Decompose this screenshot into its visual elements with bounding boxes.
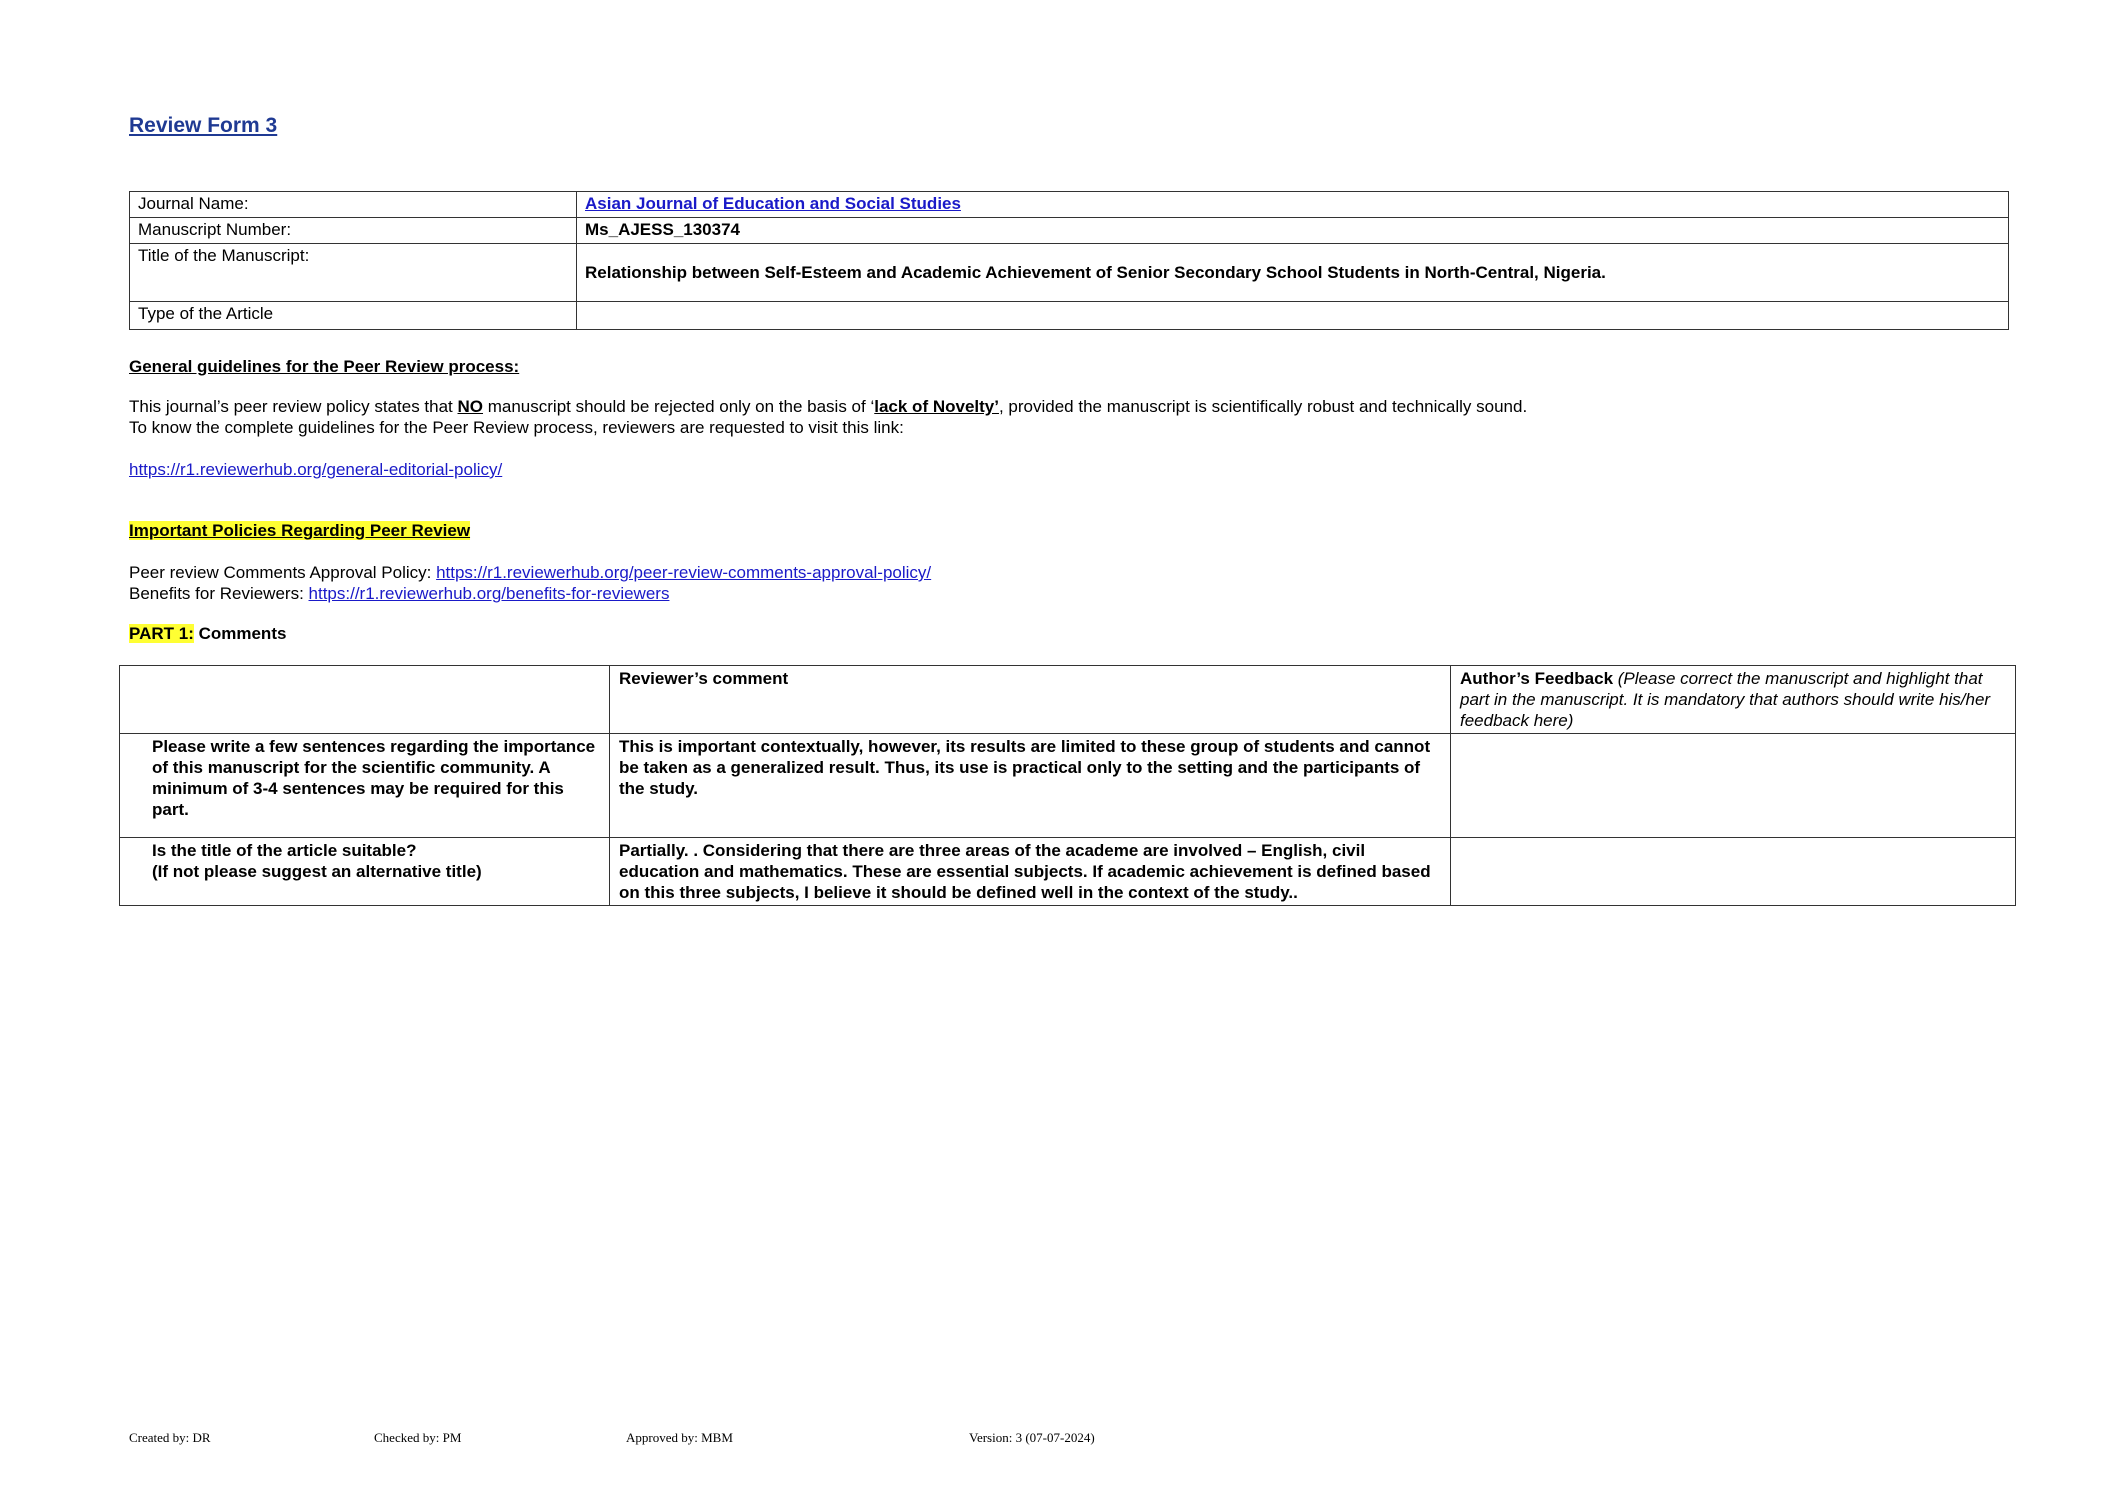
guidelines-line-1-start: This journal’s peer review policy states that bbox=[129, 397, 458, 416]
benefits-row bbox=[129, 583, 931, 604]
footer-created-by: Created by: DR bbox=[129, 1430, 211, 1445]
header-reviewer-comment: Reviewer’s comment bbox=[610, 666, 1451, 734]
part1-title: Comments bbox=[193, 624, 287, 643]
benefits-link[interactable]: https://r1.reviewerhub.org/benefits-for-reviewers bbox=[308, 584, 670, 603]
guidelines-heading: General guidelines for the Peer Review process: bbox=[129, 357, 520, 376]
header-empty-cell bbox=[120, 666, 610, 734]
question-cell: Please write a few sentences regarding the importance of this manuscript for the scientific community. A minimum of 3-4 sentences may be required for this part. bbox=[120, 734, 610, 838]
approval-policy-label: Peer review Comments Approval Policy: bbox=[129, 563, 437, 582]
table-row bbox=[130, 244, 2009, 302]
article-type-value bbox=[577, 302, 2009, 330]
table-row bbox=[130, 218, 2009, 244]
journal-name-value bbox=[577, 192, 2009, 218]
author-feedback-title: Author’s Feedback bbox=[1460, 669, 1614, 688]
author-feedback-cell[interactable] bbox=[1451, 838, 2016, 906]
article-type-label: Type of the Article bbox=[130, 302, 577, 330]
guidelines-line-1-middle: manuscript should be rejected only on the basis of ‘ bbox=[483, 397, 875, 416]
manuscript-info-table bbox=[129, 191, 2009, 330]
benefits-label: Benefits for Reviewers: bbox=[129, 584, 309, 603]
table-header-row bbox=[120, 666, 2016, 734]
author-feedback-cell[interactable] bbox=[1451, 734, 2016, 838]
question-line-2: (If not please suggest an alternative title) bbox=[152, 862, 482, 881]
footer-checked-by: Checked by: PM bbox=[374, 1430, 462, 1445]
footer-version: Version: 3 (07-07-2024) bbox=[969, 1430, 1095, 1445]
question-cell bbox=[120, 838, 610, 906]
guidelines-line-1-end: , provided the manuscript is scientifically robust and technically sound. bbox=[998, 397, 1528, 416]
guidelines-text bbox=[129, 396, 1527, 438]
table-row bbox=[130, 302, 2009, 330]
guidelines-line-2: To know the complete guidelines for the Peer Review process, reviewers are requested to visit this link: bbox=[129, 418, 904, 437]
table-row bbox=[130, 192, 2009, 218]
editorial-policy-link[interactable]: https://r1.reviewerhub.org/general-editorial-policy/ bbox=[129, 460, 503, 479]
part1-label: PART 1: bbox=[129, 624, 194, 643]
guidelines-line-1 bbox=[129, 396, 1527, 417]
question-line-1: Is the title of the article suitable? bbox=[152, 841, 417, 860]
manuscript-title-label: Title of the Manuscript: bbox=[130, 244, 577, 302]
part1-heading bbox=[129, 623, 286, 644]
header-author-feedback bbox=[1451, 666, 2016, 734]
journal-name-label: Journal Name: bbox=[130, 192, 577, 218]
novelty-emphasis: lack of Novelty’ bbox=[874, 397, 999, 416]
approval-policy-row bbox=[129, 562, 931, 583]
no-emphasis: NO bbox=[457, 397, 484, 416]
reviewer-comment-cell: This is important contextually, however, its results are limited to these group of students and cannot be taken as a generalized result. Thus, its use is practical only to the setting and the participants of the study. bbox=[610, 734, 1451, 838]
table-row bbox=[120, 734, 2016, 838]
comments-table bbox=[119, 665, 2016, 906]
editorial-policy-link-row bbox=[129, 459, 502, 480]
footer-approved-by: Approved by: MBM bbox=[626, 1430, 733, 1445]
form-title: Review Form 3 bbox=[129, 114, 278, 137]
manuscript-title-value: Relationship between Self-Esteem and Academic Achievement of Senior Secondary School Students in North-Central, Nigeria. bbox=[577, 244, 2009, 302]
author-feedback-instructions: (Please correct the manuscript and highlight that part in the manuscript. It is mandatory that authors should write his/her feedback here) bbox=[1460, 669, 1991, 730]
policies-heading: Important Policies Regarding Peer Review bbox=[129, 521, 471, 540]
reviewer-comment-cell: Partially. . Considering that there are three areas of the academe are involved – English, civil education and mathematics. These are essential subjects. If academic achievement is defined based on this three subjects, I believe it should be defined well in the context of the study.. bbox=[610, 838, 1451, 906]
table-row bbox=[120, 838, 2016, 906]
journal-name-link[interactable]: Asian Journal of Education and Social Studies bbox=[585, 194, 961, 213]
policies-heading-row bbox=[129, 520, 470, 541]
manuscript-number-label: Manuscript Number: bbox=[130, 218, 577, 244]
manuscript-number-value: Ms_AJESS_130374 bbox=[577, 218, 2009, 244]
approval-policy-link[interactable]: https://r1.reviewerhub.org/peer-review-comments-approval-policy/ bbox=[436, 563, 932, 582]
policies-links bbox=[129, 562, 931, 604]
